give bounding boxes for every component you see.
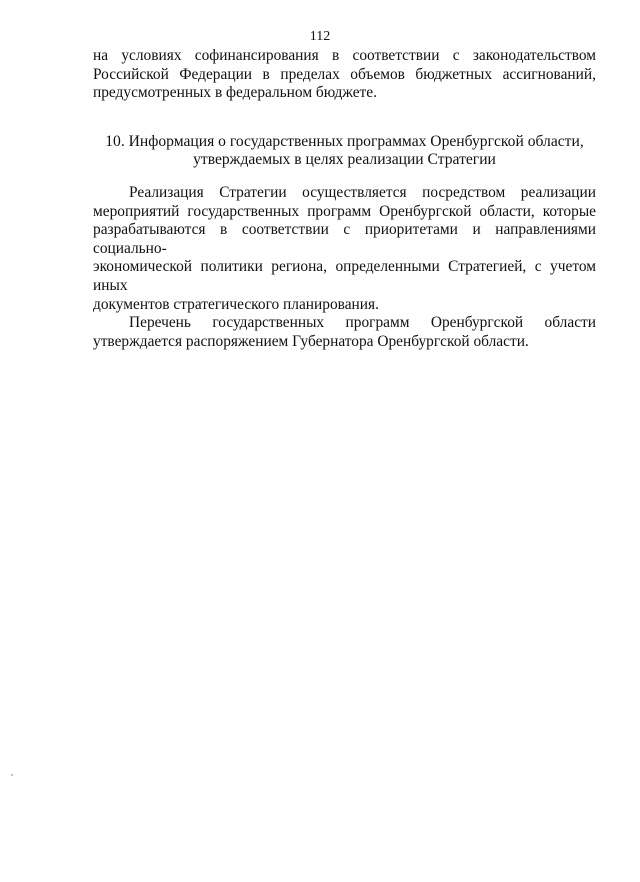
text-line: утверждается распоряжением Губернатора Оренбургской области. [93,332,529,350]
continuation-paragraph [93,47,596,103]
paragraph-implementation [93,184,596,314]
section-heading [93,133,596,170]
text-line: Реализация Стратегии осуществляется посредством реализации [129,183,596,201]
text-line: документов стратегического планирования. [93,295,379,313]
text-line: мероприятий государственных программ Оренбургской области, которые [93,202,596,220]
heading-line: 10. Информация о государственных программах Оренбургской области, [105,132,584,150]
heading-line: утверждаемых в целях реализации Стратегии [193,151,496,169]
text-line: Перечень государственных программ Оренбургской области [129,314,596,332]
paragraph-program-list [93,314,596,351]
text-line: экономической политики региона, определенными Стратегией, с учетом иных [93,258,596,294]
text-line: Российской Федерации в пределах объемов бюджетных ассигнований, [93,65,596,83]
text-line: разрабатываются в соответствии с приоритетами и направлениями социально- [93,221,596,257]
text-line: предусмотренных в федеральном бюджете. [93,84,377,102]
page-number: 112 [309,29,331,44]
document-body [93,47,596,351]
scan-speck [11,774,13,776]
text-line: на условиях софинансирования в соответствии с законодательством [93,47,596,64]
